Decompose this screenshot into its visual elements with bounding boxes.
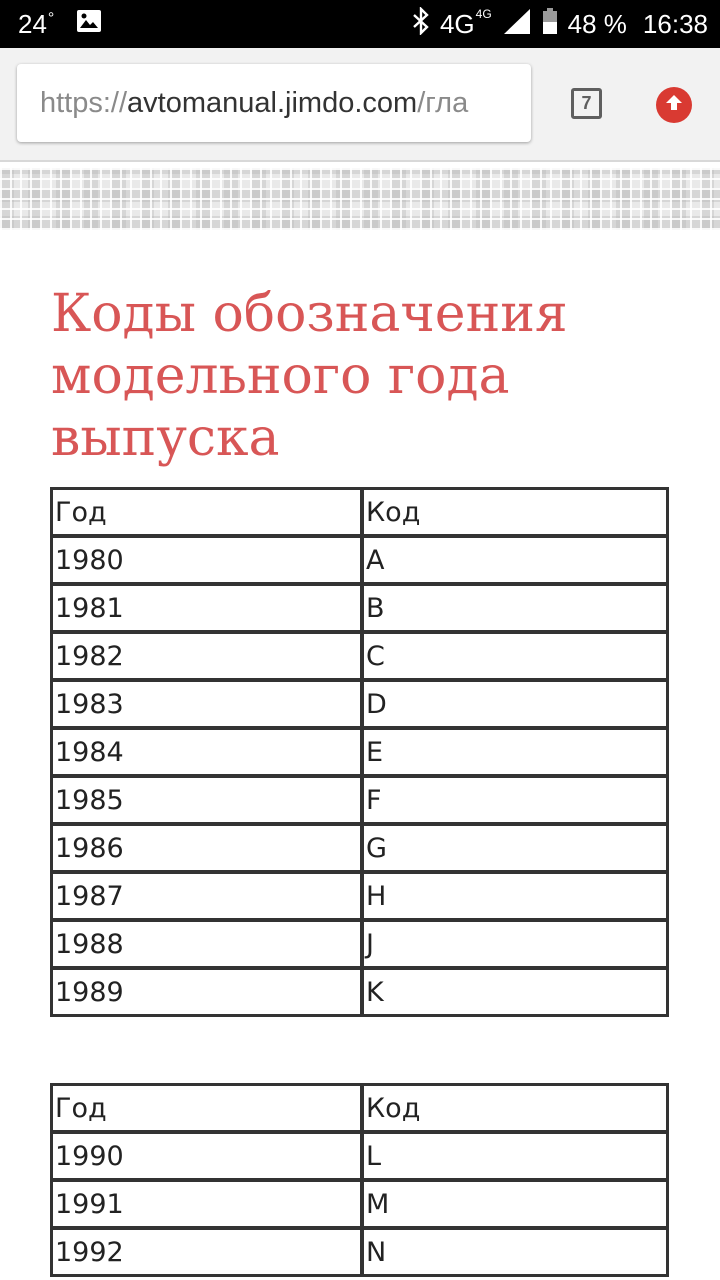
browser-toolbar bbox=[0, 48, 720, 160]
year-cell: 1982 bbox=[51, 632, 362, 680]
network-type bbox=[440, 9, 492, 40]
battery-percent: 48 % bbox=[567, 8, 627, 39]
header-code: Код bbox=[362, 488, 668, 536]
code-cell: G bbox=[362, 824, 668, 872]
year-cell: 1990 bbox=[51, 1132, 362, 1180]
address-bar[interactable] bbox=[17, 64, 531, 142]
table-row bbox=[51, 968, 668, 1016]
network-label: 4G bbox=[439, 8, 475, 39]
table-header-row bbox=[51, 1084, 668, 1132]
model-year-table-1980s bbox=[50, 487, 669, 1017]
year-cell: 1989 bbox=[51, 968, 362, 1016]
code-cell: C bbox=[362, 632, 668, 680]
code-cell: H bbox=[362, 872, 668, 920]
table-row bbox=[51, 728, 668, 776]
degree-symbol: ° bbox=[47, 9, 55, 27]
update-button[interactable] bbox=[656, 87, 692, 123]
table-row bbox=[51, 920, 668, 968]
table-row bbox=[51, 584, 668, 632]
year-cell: 1983 bbox=[51, 680, 362, 728]
header-year: Год bbox=[51, 1084, 362, 1132]
url-path: /гла bbox=[417, 86, 469, 119]
toolbar-divider bbox=[0, 160, 720, 162]
code-cell: N bbox=[362, 1228, 668, 1276]
status-bar-left bbox=[18, 0, 102, 48]
code-cell: D bbox=[362, 680, 668, 728]
model-year-table-1990s bbox=[50, 1083, 669, 1277]
table-row bbox=[51, 1132, 668, 1180]
code-cell: E bbox=[362, 728, 668, 776]
temperature-value: 24 bbox=[18, 8, 47, 39]
status-bar bbox=[0, 0, 720, 48]
year-cell: 1987 bbox=[51, 872, 362, 920]
table-row bbox=[51, 1180, 668, 1228]
year-cell: 1991 bbox=[51, 1180, 362, 1228]
signal-icon bbox=[502, 7, 532, 42]
url-scheme: https:// bbox=[40, 86, 128, 119]
status-bar-right bbox=[412, 0, 708, 48]
tab-switcher-button[interactable] bbox=[571, 88, 602, 119]
code-cell: L bbox=[362, 1132, 668, 1180]
table-header-row bbox=[51, 488, 668, 536]
header-code: Код bbox=[362, 1084, 668, 1132]
clock: 16:38 bbox=[642, 8, 708, 39]
table-row bbox=[51, 824, 668, 872]
year-cell: 1986 bbox=[51, 824, 362, 872]
url-host: avtomanual.jimdo.com bbox=[127, 86, 418, 119]
battery-icon bbox=[542, 7, 558, 42]
year-cell: 1980 bbox=[51, 536, 362, 584]
page-title: Коды обозначения модельного года выпуска bbox=[51, 284, 568, 468]
code-cell: A bbox=[362, 536, 668, 584]
code-cell: B bbox=[362, 584, 668, 632]
code-cell: M bbox=[362, 1180, 668, 1228]
code-cell: F bbox=[362, 776, 668, 824]
year-cell: 1981 bbox=[51, 584, 362, 632]
table-row bbox=[51, 1228, 668, 1276]
year-cell: 1984 bbox=[51, 728, 362, 776]
code-cell: K bbox=[362, 968, 668, 1016]
tab-count-label: 7 bbox=[581, 93, 592, 113]
table-row bbox=[51, 872, 668, 920]
year-cell: 1985 bbox=[51, 776, 362, 824]
code-cell: J bbox=[362, 920, 668, 968]
bluetooth-icon bbox=[412, 7, 430, 42]
arrow-up-icon bbox=[663, 92, 685, 118]
header-year: Год bbox=[51, 488, 362, 536]
table-row bbox=[51, 536, 668, 584]
year-cell: 1992 bbox=[51, 1228, 362, 1276]
image-icon bbox=[76, 9, 102, 40]
weather-temperature bbox=[18, 9, 54, 40]
table-row bbox=[51, 680, 668, 728]
site-header-pattern bbox=[0, 168, 720, 230]
table-row bbox=[51, 776, 668, 824]
network-sup-label: 4G bbox=[475, 7, 492, 21]
table-row bbox=[51, 632, 668, 680]
year-cell: 1988 bbox=[51, 920, 362, 968]
